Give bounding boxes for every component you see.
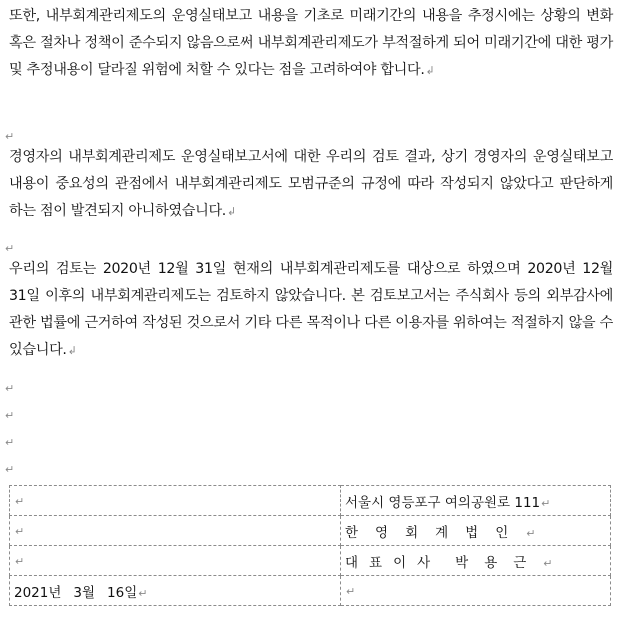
cell-mark-icon: ↵ <box>15 494 25 508</box>
paragraph-review-result <box>9 144 613 225</box>
empty-paragraph-mark-icon: ↵ <box>5 463 15 476</box>
empty-paragraph-mark-icon: ↵ <box>5 242 15 255</box>
cell-mark-icon: ↵ <box>138 586 148 600</box>
paragraph-mark-icon: ↲ <box>67 344 77 357</box>
paragraph-text: 우리의 검토는 2020년 12월 31일 현재의 내부회계관리제도를 대상으로 하였으며 2020년 12월 31일 이후의 내부회계관리제도는 검토하지 않았습니다. 본 검토보고서는 주식회사 등의 외부감사에 관한 법률에 근거하여 작성된 것으로서 기타 다른 목적이나 다른 이용자를 위하여는 적절하지 않을 수 있습니다. <box>9 261 613 358</box>
signature-cell-empty <box>10 516 341 546</box>
cell-mark-icon: ↵ <box>543 556 553 570</box>
report-date-year: 2021년 <box>14 584 62 601</box>
signature-row <box>10 576 611 606</box>
paragraph-text: 경영자의 내부회계관리제도 운영실태보고서에 대한 우리의 검토 결과, 상기 경영자의 운영실태보고 내용이 중요성의 관점에서 내부회계관리제도 모범규준의 규정에 따라 작성되지 않았다고 판단하게 하는 점이 발견되지 아니하였습니다. <box>9 149 613 219</box>
cell-mark-icon: ↵ <box>346 584 356 598</box>
signature-cell-empty <box>10 546 341 576</box>
signature-row <box>10 546 611 576</box>
paragraph-future-estimation <box>9 3 613 84</box>
signature-row <box>10 486 611 516</box>
paragraph-mark-icon: ↲ <box>425 64 435 77</box>
signature-cell-ceo <box>341 546 611 576</box>
ceo-title: 대표이사 <box>345 554 442 571</box>
ceo-name: 박용근 <box>455 554 543 571</box>
signature-cell-empty <box>341 576 611 606</box>
paragraph-review-scope <box>9 256 613 364</box>
signature-cell-firm <box>341 516 611 546</box>
signature-cell-empty <box>10 486 341 516</box>
signature-table <box>9 485 611 606</box>
paragraph-mark-icon: ↲ <box>226 205 236 218</box>
firm-name: 한영회계법인 <box>345 524 526 541</box>
signature-cell-date <box>10 576 341 606</box>
empty-paragraph-mark-icon: ↵ <box>5 382 15 395</box>
empty-paragraph-mark-icon: ↵ <box>5 409 15 422</box>
empty-paragraph-mark-icon: ↵ <box>5 130 15 143</box>
signature-row <box>10 516 611 546</box>
cell-mark-icon: ↵ <box>15 524 25 538</box>
empty-paragraph-mark-icon: ↵ <box>5 436 15 449</box>
cell-mark-icon: ↵ <box>526 526 536 540</box>
cell-mark-icon: ↵ <box>541 496 551 510</box>
firm-address: 서울시 영등포구 여의공원로 111 <box>345 494 541 511</box>
report-date-month: 3월 <box>73 584 96 601</box>
report-date-day: 16일 <box>107 584 138 601</box>
paragraph-text: 또한, 내부회계관리제도의 운영실태보고 내용을 기초로 미래기간의 내용을 추정시에는 상황의 변화 혹은 절차나 정책이 준수되지 않음으로써 내부회계관리제도가 부적절하게 되어 미래기간에 대한 평가 및 추정내용이 달라질 위험에 처할 수 있다는 점을 고려하여야 합니다. <box>9 8 613 78</box>
signature-cell-address <box>341 486 611 516</box>
cell-mark-icon: ↵ <box>15 554 25 568</box>
